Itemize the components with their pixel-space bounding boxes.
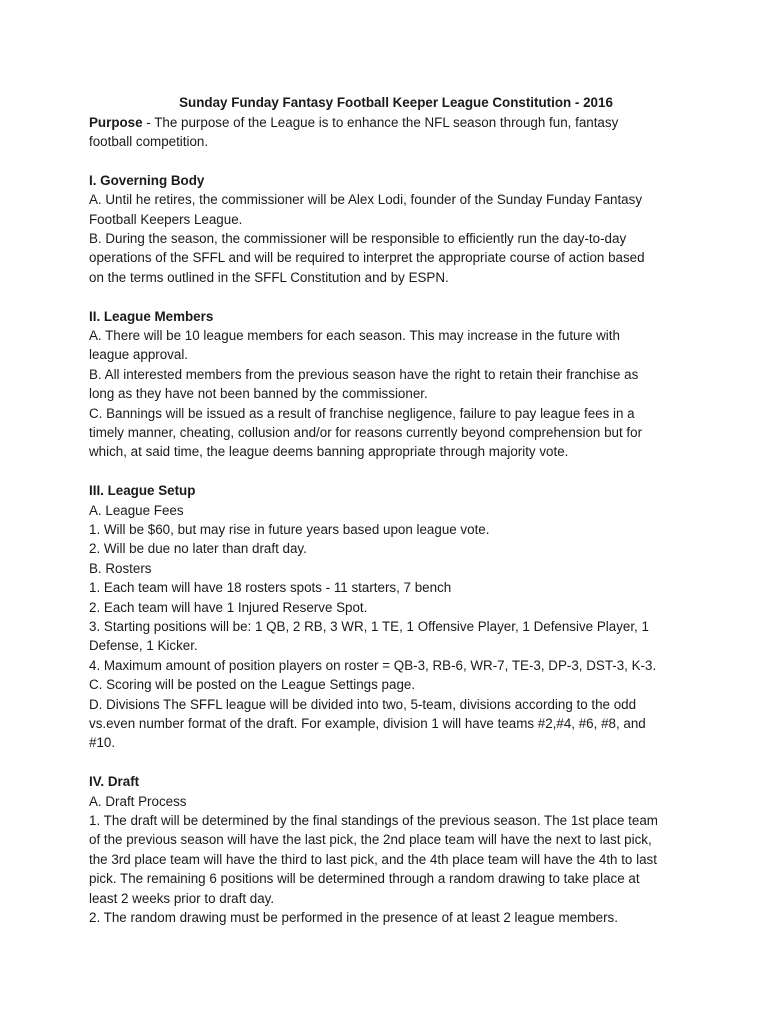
section-line: 3. Starting positions will be: 1 QB, 2 RB, 3 WR, 1 TE, 1 Offensive Player, 1 Defensive Player, 1 — [89, 619, 649, 635]
section-line: 4. Maximum amount of position players on roster = QB-3, RB-6, WR-7, TE-3, DP-3, DST-3, K-3. — [89, 657, 657, 673]
section-line: pick. The remaining 6 positions will be determined through a random drawing to take place at — [89, 871, 640, 887]
section-line: #10. — [89, 735, 116, 751]
section-line: A. Draft Process — [89, 793, 187, 809]
section-line: timely manner, cheating, collusion and/or for reasons currently beyond comprehension but for — [89, 424, 643, 440]
section-line: B. All interested members from the previous season have the right to retain their franchise as — [89, 366, 639, 382]
section-line: of the previous season will have the last pick, the 2nd place team will have the next to last pick, — [89, 832, 652, 848]
section-line: the 3rd place team will have the third to last pick, and the 4th place team will have the 4th to last — [89, 851, 657, 867]
purpose-paragraph — [89, 113, 689, 132]
section-spacer — [89, 287, 689, 306]
section-line: 1. Will be $60, but may rise in future years based upon league vote. — [89, 521, 490, 537]
section-line: D. Divisions The SFFL league will be divided into two, 5-team, divisions according to the odd — [89, 696, 637, 712]
section-heading: IV. Draft — [89, 774, 140, 790]
section-line: which, at said time, the league deems banning appropriate through majority vote. — [89, 444, 569, 460]
section-line: league approval. — [89, 347, 189, 363]
section-line: least 2 weeks prior to draft day. — [89, 890, 275, 906]
section-line: vs.even number format of the draft. For example, division 1 will have teams #2,#4, #6, #8, and — [89, 716, 646, 732]
purpose-label: Purpose — [89, 114, 143, 130]
document-title: Sunday Funday Fantasy Football Keeper League Constitution - 2016 — [179, 95, 613, 110]
section-line: B. During the season, the commissioner will be responsible to efficiently run the day-to-day — [89, 230, 627, 246]
section-line: 1. Each team will have 18 rosters spots - 11 starters, 7 bench — [89, 580, 452, 596]
section-heading: II. League Members — [89, 308, 214, 324]
section-spacer — [89, 753, 689, 772]
section-line: 1. The draft will be determined by the final standings of the previous season. The 1st place team — [89, 813, 658, 829]
purpose-text-cont: football competition. — [89, 133, 209, 149]
section-line: A. Until he retires, the commissioner will be Alex Lodi, founder of the Sunday Funday Fantasy — [89, 192, 643, 208]
section-line: 2. Will be due no later than draft day. — [89, 541, 307, 557]
section-line: C. Bannings will be issued as a result of franchise negligence, failure to pay league fees in a — [89, 405, 635, 421]
section-spacer — [89, 151, 689, 170]
section-line: C. Scoring will be posted on the League Settings page. — [89, 677, 416, 693]
section-line: operations of the SFFL and will be required to interpret the appropriate course of action based — [89, 250, 645, 266]
section-heading: III. League Setup — [89, 483, 196, 499]
document-page — [89, 93, 689, 928]
section-line: Football Keepers League. — [89, 211, 243, 227]
sections-container — [89, 151, 689, 927]
section-line: 2. The random drawing must be performed in the presence of at least 2 league members. — [89, 910, 618, 926]
purpose-text: - The purpose of the League is to enhance the NFL season through fun, fantasy — [142, 114, 619, 130]
section-line: A. League Fees — [89, 502, 184, 518]
section-line: A. There will be 10 league members for each season. This may increase in the future with — [89, 327, 620, 343]
section-line: long as they have not been banned by the commissioner. — [89, 386, 428, 402]
section-line: Defense, 1 Kicker. — [89, 638, 198, 654]
section-heading: I. Governing Body — [89, 172, 205, 188]
section-line: 2. Each team will have 1 Injured Reserve Spot. — [89, 599, 368, 615]
section-spacer — [89, 462, 689, 481]
section-line: B. Rosters — [89, 560, 152, 576]
section-line: on the terms outlined in the SFFL Constitution and by ESPN. — [89, 269, 449, 285]
